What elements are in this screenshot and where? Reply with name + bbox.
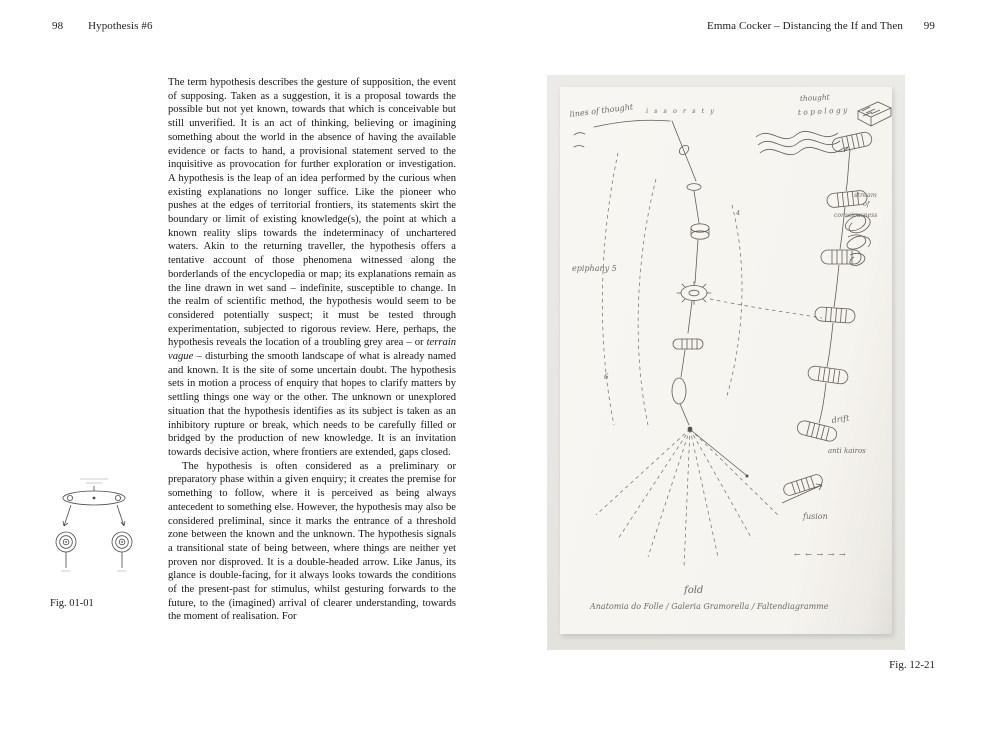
paragraph-1-part-b: – disturbing the smooth landscape of what is already named and known. It is the site of some uncertain doubt. The hypothesis sets in motion a process of enquiry that hopes to clarify matters by settling things one way or the other. The unknown or unexplored situation that the hypothesis identifies as its subject is taken as an inhibitory rupture or break, which needs to be carefully filled or bridged by the production of new knowledge. It is an invitation towards decisive action, where frontiers are extended, gaps closed. [168, 351, 456, 458]
paragraph-2: The hypothesis is often considered as a preliminary or preparatory phase within a given enquiry; it creates the premise for something to follow, where it is perceived as being always antecedent to something else. However, the hypothesis may also be considered preliminal, since it marks the entrance of a threshold zone between the known and the unknown. The hypothesis signals a transitional state of being between, where things are neither yet proven nor disproved. It is a double-headed arrow. Like Janus, its glance is double-facing, for it always looks towards the conditions of the present-past for stimulus, whilst gesturing forwards to the future, to the (imagined) arrival of clearer understanding, towards the moment of realisation. For [168, 460, 456, 623]
sketch-label-fusion: fusion [803, 512, 828, 521]
right-running-title: Emma Cocker – Distancing the If and Then [707, 20, 903, 32]
sketch-label-topology: t o p o l o g y [797, 105, 848, 117]
paragraph-1-part-a: The term hypothesis describes the gesture of supposition, the event of supposing. Taken as a suggestion, it is a proposal towards the possible but not yet known, towards that which is conceivable but still unverified. It is an act of thinking, believing or imagining something about the world in the absence of having the available evidence or facts to hand, a provisional statement served to the inquisitive as provocation for further exploration or investigation. A hypothesis is the leap of an idea performed by the curious when existing explanations no longer suffice. Like the pioneer who pushes at the edges of territorial frontiers, its statements skirt the boundary or limit of existing knowledge(s), the point at which a known reality slips towards the indeterminacy of unchartered waters. Akin to the returning traveller, the hypothesis offers a tentative account of those phenomena witnessed along the borderlands of the encyclopedia or map; its explanations remain as the line drawn in wet sand – indefinite, susceptible to change. In the realm of scientific method, the hypothesis would seem to be considered potentially suspect; it must be tested through experimentation, subjected to rigorous review. Here, perhaps, the hypothesis reveals the location of a troubling grey area – or [168, 77, 456, 349]
central-chain [574, 120, 749, 477]
janus-lens-diagram [50, 474, 138, 582]
sketch-label-fold: fold [684, 585, 704, 596]
sketch-paper [560, 87, 892, 634]
running-head-right [707, 20, 935, 32]
sketch-label-thought: thought [799, 92, 830, 103]
wavy-ribbon [756, 131, 848, 154]
margin-figure [50, 474, 140, 609]
sketch-label-arrows: ← ← → → → [794, 550, 847, 559]
sketch-drawing [560, 87, 892, 634]
dashed-guides [596, 153, 822, 567]
diagram-strokes [56, 479, 132, 571]
sketch-label-epiphany: epiphany 5 [572, 264, 617, 273]
sketch-label-bottom-note: Anatomia do Folle / Galeria Gramorella / Faltendiagramme [590, 602, 829, 611]
sketch-label-anti-kairos: anti kairos [828, 447, 866, 455]
paragraph-1-italic: terrain vague [168, 337, 456, 363]
left-running-title: Hypothesis #6 [88, 20, 153, 32]
sketch-photo [547, 75, 905, 650]
right-page-number: 99 [923, 20, 935, 32]
sketch-label-drift: drift [831, 413, 850, 425]
sketch-label-stream: stream [854, 191, 877, 199]
sketch-label-lines-of-thought: lines of thought [569, 102, 634, 119]
body-text [168, 76, 456, 624]
left-page-number: 98 [52, 20, 64, 32]
figure-caption-left: Fig. 01-01 [50, 598, 94, 609]
sketch-label-six: 6 [604, 373, 609, 381]
coil-column [796, 131, 873, 443]
sketch-label-of: of [863, 200, 870, 208]
fusion-coil [782, 473, 824, 503]
sketch-label-scatter-letters: i s s o r s t y [646, 107, 716, 115]
figure-caption-right: Fig. 12-21 [889, 659, 935, 671]
running-head-left [52, 20, 153, 32]
sketch-label-consciousness: consciousness [834, 212, 878, 219]
running-head [52, 20, 935, 32]
sketch-label-four: 4 [736, 209, 741, 217]
paragraph-1 [168, 76, 456, 460]
scribble-mass [845, 214, 870, 265]
topology-box [858, 102, 891, 126]
